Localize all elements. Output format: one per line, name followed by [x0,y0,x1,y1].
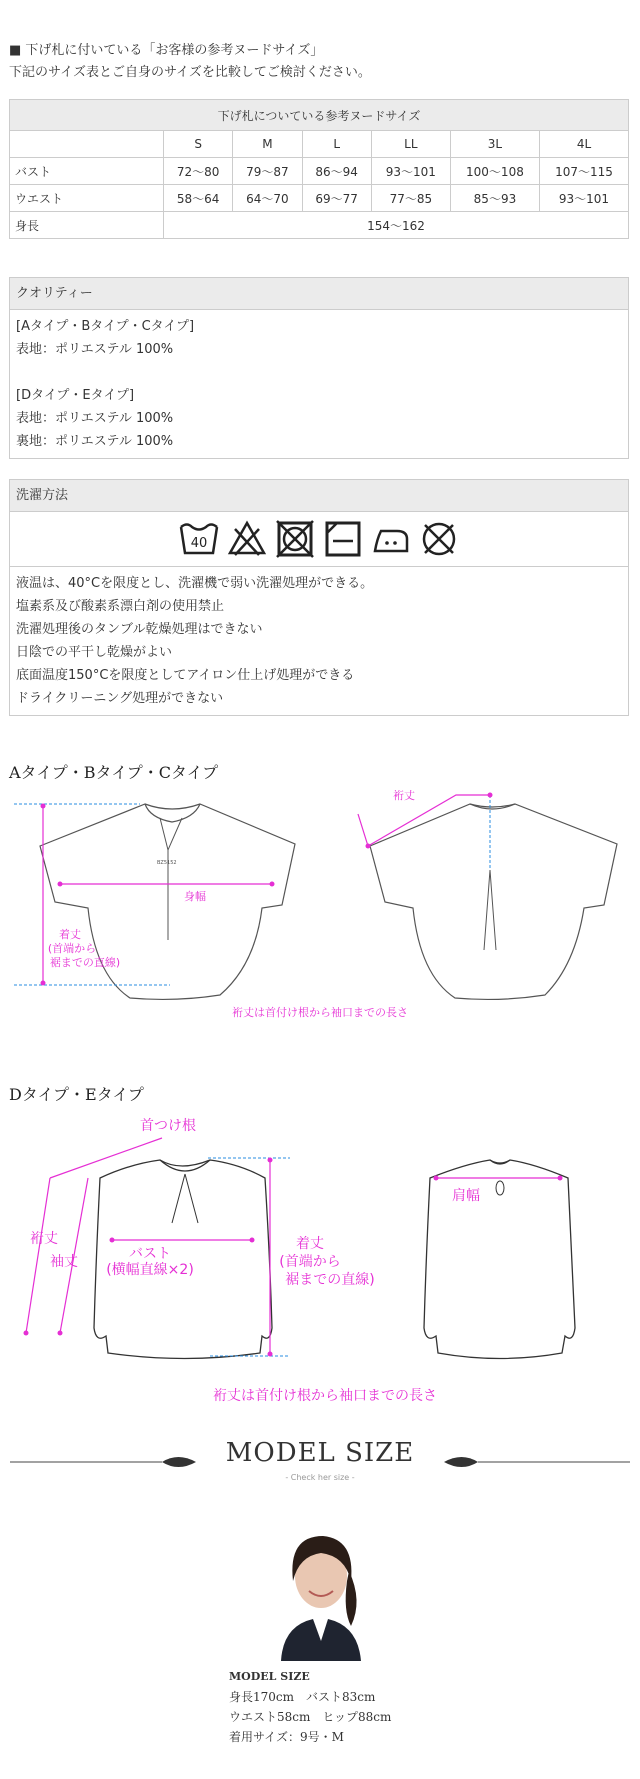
size-table [9,99,629,239]
quality-line: 裏地：ポリエステル 100% [16,434,174,449]
table-cell: 154〜162 [164,212,629,239]
washing-body [10,567,628,715]
size-table-caption: 下げ札についている参考ヌードサイズ [10,100,629,131]
table-cell: 93〜101 [371,158,450,185]
table-cell: 69〜77 [302,185,371,212]
quality-body [10,310,628,458]
washing-line: 日陰での平干し乾燥がよい [16,645,173,660]
label-length-1: 着丈 [59,928,81,941]
model-info [229,1667,391,1747]
table-row [10,212,629,239]
type-de-title: Dタイプ・Eタイプ [9,1085,144,1104]
wash-temp-label: 40 [190,536,208,551]
care-icons-row [10,512,628,567]
model-info-line: ウエスト58cm ヒップ88cm [229,1710,392,1724]
garment-tag: BZ5152 [157,860,177,866]
table-cell: 64〜70 [233,185,302,212]
de-note: 裄丈は首付け根から袖口までの長さ [213,1388,437,1404]
quality-heading: クオリティー [10,278,628,310]
size-header-row [10,131,629,158]
intro-text [9,40,371,84]
table-cell: 85〜93 [450,185,539,212]
quality-line: 表地：ポリエステル 100% [16,342,174,357]
label-length-2: (首端から [47,942,97,955]
no-tumble-dry-icon [275,519,315,559]
table-cell: 86〜94 [302,158,371,185]
label-neck: 首つけ根 [140,1118,196,1134]
row-label: 身長 [10,212,164,239]
washing-line: 液温は、40°Cを限度とし、洗濯機で弱い洗濯処理ができる。 [16,576,374,591]
table-cell: 100〜108 [450,158,539,185]
washing-line: 底面温度150°Cを限度としてアイロン仕上げ処理ができる [16,668,355,683]
quality-line: [Dタイプ・Eタイプ] [16,388,135,403]
table-row [10,185,629,212]
intro-line-1: ■ 下げ札に付いている「お客様の参考ヌードサイズ」 [9,43,324,58]
table-row [10,158,629,185]
type-abc-title: Aタイプ・Bタイプ・Cタイプ [9,763,219,782]
washing-heading: 洗濯方法 [10,480,628,512]
label-de-length-2: (首端から [279,1254,341,1270]
row-label: バスト [10,158,164,185]
washing-line: ドライクリーニング処理ができない [16,691,224,706]
model-info-title: MODEL SIZE [229,1670,310,1683]
label-sleeve: 裄丈 [393,790,415,802]
label-bust-2: (横幅直線×2) [106,1262,194,1278]
model-info-line: 着用サイズ：9号・M [229,1730,344,1744]
table-cell: 72〜80 [164,158,233,185]
table-cell: 93〜101 [539,185,628,212]
back-shirt-outline [370,804,617,999]
wash-40-icon [179,519,219,559]
label-yuki: 裄丈 [30,1231,58,1247]
table-cell: 58〜64 [164,185,233,212]
type-abc-diagram [0,790,640,1030]
model-photo [233,1521,408,1661]
no-bleach-icon [227,519,267,559]
size-header-cell: LL [371,131,450,158]
model-size-subtitle: - Check her size - [285,1473,355,1482]
washing-box [9,479,629,716]
label-shoulder: 肩幅 [452,1188,480,1204]
quality-line: [Aタイプ・Bタイプ・Cタイプ] [16,319,195,334]
label-de-length-1: 着丈 [296,1236,324,1252]
table-cell: 107〜115 [539,158,628,185]
flat-dry-shade-icon [323,519,363,559]
size-header-cell: 4L [539,131,628,158]
iron-150-icon [371,519,411,559]
size-header-cell: 3L [450,131,539,158]
quality-line: 表地：ポリエステル 100% [16,411,174,426]
size-header-cell: M [233,131,302,158]
model-size-title: MODEL SIZE [225,1438,415,1468]
washing-line: 塩素系及び酸素系漂白剤の使用禁止 [16,599,225,614]
model-info-line: 身長170cm バスト83cm [229,1690,376,1704]
type-de-diagram [0,1108,640,1408]
size-header-cell: L [302,131,371,158]
abc-note: 裄丈は首付け根から袖口までの長さ [232,1006,408,1019]
label-sleeve-length: 袖丈 [50,1254,78,1270]
quality-box [9,277,629,459]
washing-line: 洗濯処理後のタンブル乾燥処理はできない [16,622,263,637]
intro-line-2: 下記のサイズ表とご自身のサイズを比較してご検討ください。 [9,65,371,80]
table-cell: 77〜85 [371,185,450,212]
no-dry-clean-icon [419,519,459,559]
size-header-cell: S [164,131,233,158]
front-blouse-outline [94,1160,272,1359]
quality-spacer [16,361,622,384]
label-width: 身幅 [184,890,206,903]
size-header-empty [10,131,164,158]
label-length-3: 裾までの直線) [49,956,121,969]
row-label: ウエスト [10,185,164,212]
label-de-length-3: 裾までの直線) [285,1272,375,1288]
table-cell: 79〜87 [233,158,302,185]
label-bust-1: バスト [129,1246,171,1262]
back-blouse-outline [424,1160,575,1359]
